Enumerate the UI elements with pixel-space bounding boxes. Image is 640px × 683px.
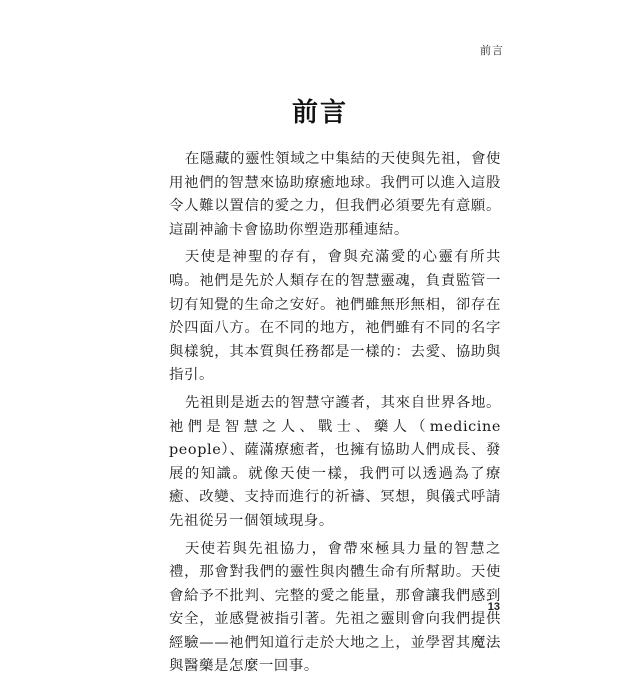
paragraph: 天使若與先祖協力，會帶來極具力量的智慧之禮，那會對我們的靈性與肉體生命有所幫助。天使會給予不批判、完整的愛之能量，那會讓我們感到安全，並感覺被指引著。先祖之靈則會向我們提供經驗——祂們知道行走於大地之上，並學習其魔法與醫藥是怎麼一回事。 (169, 540, 501, 675)
paragraph: 先祖則是逝去的智慧守護者，其來自世界各地。祂們是智慧之人、戰士、藥人（medicine people）、薩滿療癒者，也擁有協助人們成長、發展的知識。就像天使一樣，我們可以透過為了療癒、改變、支持而進行的祈禱、冥想，與儀式呼請先祖從另一個領域現身。 (169, 394, 501, 529)
paragraph: 在隱藏的靈性領域之中集結的天使與先祖，會使用祂們的智慧來協助療癒地球。我們可以進入這股令人難以置信的愛之力，但我們必須要先有意願。這副神諭卡會協助你塑造那種連結。 (169, 151, 501, 238)
chapter-title: 前言 (291, 98, 348, 128)
running-header: 前言 (480, 44, 504, 57)
paragraph: 天使是神聖的存有，會與充滿愛的心靈有所共鳴。祂們是先於人類存在的智慧靈魂，負責監管一切有知覺的生命之安好。祂們雖無形無相，卻存在於四面八方。在不同的地方，祂們雖有不同的名字與樣貌，其本質與任務都是一樣的：去愛、協助與指引。 (169, 249, 501, 384)
page-number: 13 (487, 601, 500, 613)
body-text (169, 148, 501, 683)
